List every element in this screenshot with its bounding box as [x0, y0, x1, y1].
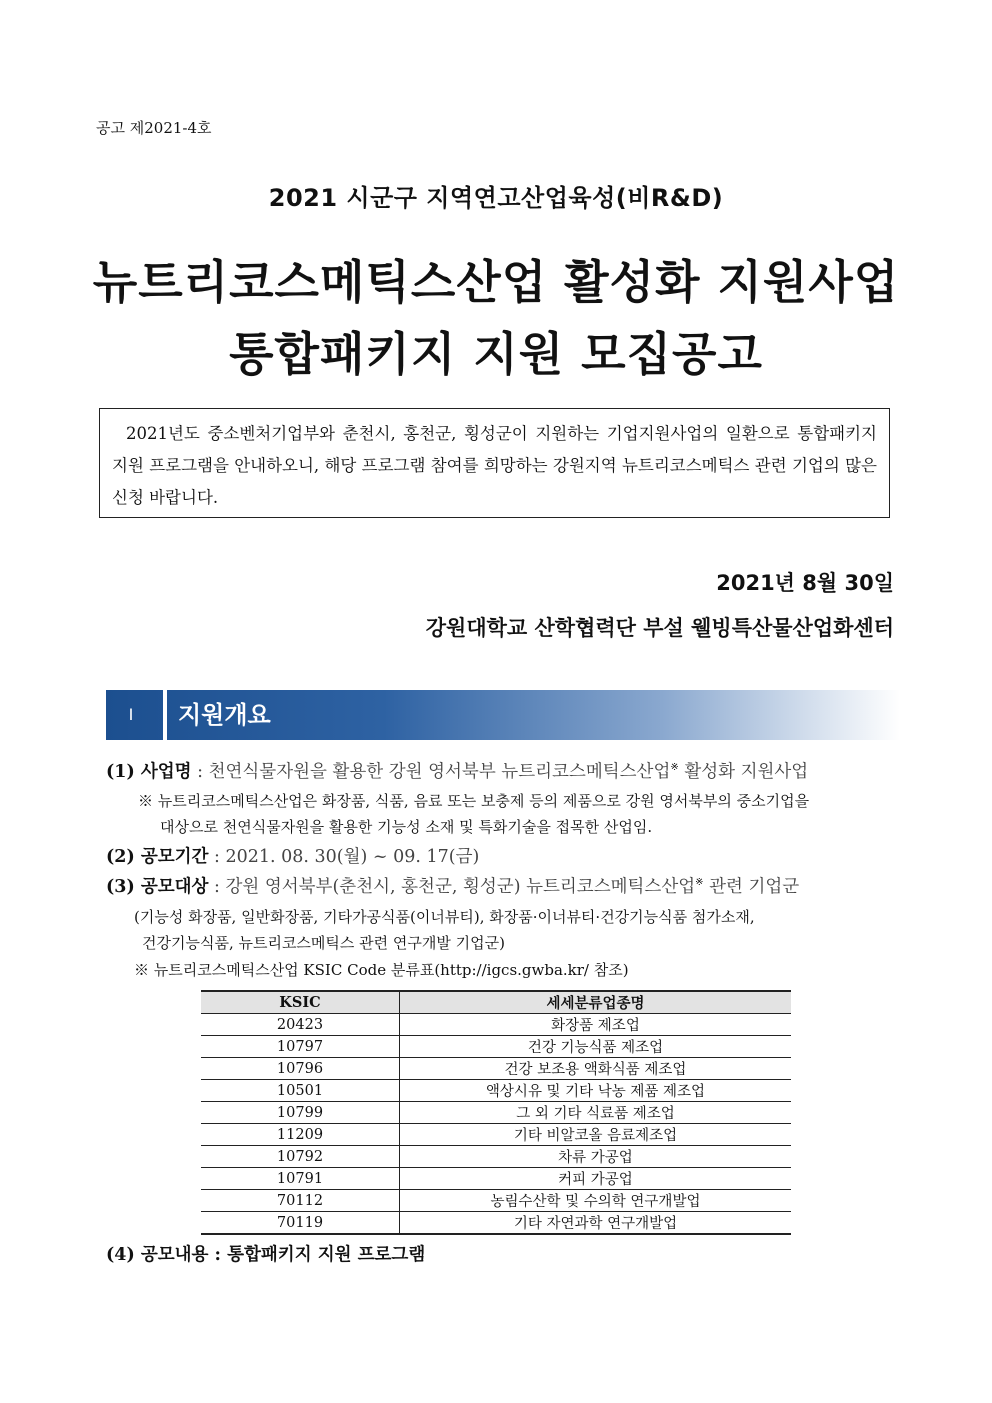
industry-name: 화장품 제조업: [400, 1014, 792, 1036]
ksic-code: 10792: [201, 1146, 400, 1168]
ksic-code: 10797: [201, 1036, 400, 1058]
announcement-date: 2021년 8월 30일: [716, 571, 894, 595]
industry-name: 농림수산학 및 수의학 연구개발업: [400, 1190, 792, 1212]
section-divider: [163, 690, 167, 740]
item3-detail-line1: (기능성 화장품, 일반화장품, 기타가공식품(이너뷰티), 화장품·이너뷰티·건강기능식품 첨가소재,: [134, 908, 755, 926]
item-application-target: [106, 873, 799, 898]
ksic-table: [201, 990, 791, 1235]
document-subtitle: 2021 시군구 지역연고산업육성(비R&D): [268, 184, 724, 212]
item3-note: ※ 뉴트리코스메틱스산업 KSIC Code 분류표(http://igcs.gwba.kr/ 참조): [134, 961, 629, 979]
item3-text: : 강원 영서북부(춘천시, 홍천군, 횡성군) 뉴트리코스메틱스산업: [208, 877, 696, 897]
industry-name: 건강 보조용 액화식품 제조업: [400, 1058, 792, 1080]
table-row: [201, 1168, 791, 1190]
table-header-row: [201, 991, 791, 1014]
table-row: [201, 1146, 791, 1168]
document-title-line1: 뉴트리코스메틱스산업 활성화 지원사업: [92, 255, 900, 309]
industry-name: 기타 비알코올 음료제조업: [400, 1124, 792, 1146]
industry-name: 커피 가공업: [400, 1168, 792, 1190]
item3-mark: ※: [695, 877, 704, 889]
industry-name: 건강 기능식품 제조업: [400, 1036, 792, 1058]
item2-text: : 2021. 08. 30(월) ~ 09. 17(금): [208, 847, 480, 867]
document-title-line2: 통합패키지 지원 모집공고: [229, 327, 763, 381]
table-row: [201, 1014, 791, 1036]
item2-label: (2) 공모기간: [106, 847, 209, 867]
table-row: [201, 1212, 791, 1235]
item3-detail-line2: 건강기능식품, 뉴트리코스메틱스 관련 연구개발 기업군): [142, 934, 505, 952]
column-header-ksic: KSIC: [201, 991, 400, 1014]
item1-text-after: 활성화 지원사업: [678, 762, 809, 782]
ksic-code: 11209: [201, 1124, 400, 1146]
intro-box: [99, 408, 890, 518]
item-business-name: [106, 758, 808, 783]
column-header-industry: 세세분류업종명: [400, 991, 792, 1014]
item-application-period: [106, 843, 479, 868]
item1-mark: ※: [670, 762, 679, 774]
section-header: [106, 690, 900, 740]
ksic-code: 10791: [201, 1168, 400, 1190]
item-application-content: (4) 공모내용 : 통합패키지 지원 프로그램: [106, 1245, 426, 1265]
item3-label: (3) 공모대상: [106, 877, 209, 897]
table-row: [201, 1036, 791, 1058]
notice-number: 공고 제2021-4호: [96, 119, 212, 137]
item3-text-after: 관련 기업군: [703, 877, 800, 897]
industry-name: 그 외 기타 식료품 제조업: [400, 1102, 792, 1124]
table-row: [201, 1190, 791, 1212]
item1-label: (1) 사업명: [106, 762, 192, 782]
ksic-code: 10501: [201, 1080, 400, 1102]
section-title: 지원개요: [178, 701, 271, 729]
ksic-code: 70112: [201, 1190, 400, 1212]
industry-name: 액상시유 및 기타 낙농 제품 제조업: [400, 1080, 792, 1102]
table-row: [201, 1080, 791, 1102]
table-row: [201, 1124, 791, 1146]
intro-text: 2021년도 중소벤처기업부와 춘천시, 홍천군, 횡성군이 지원하는 기업지원사업의 일환으로 통합패키지 지원 프로그램을 안내하오니, 해당 프로그램 참여를 희망하는 강원지역 뉴트리코스메틱스 관련 기업의 많은 신청 바랍니다.: [112, 424, 877, 507]
item1-note-line2: 대상으로 천연식물자원을 활용한 기능성 소재 및 특화기술을 접목한 산업임.: [160, 818, 653, 836]
ksic-code: 20423: [201, 1014, 400, 1036]
section-number: Ⅰ: [128, 705, 134, 724]
ksic-code: 70119: [201, 1212, 400, 1235]
table-row: [201, 1058, 791, 1080]
item1-text: : 천연식물자원을 활용한 강원 영서북부 뉴트리코스메틱스산업: [191, 762, 671, 782]
organization-name: 강원대학교 산학협력단 부설 웰빙특산물산업화센터: [425, 616, 894, 640]
table-row: [201, 1102, 791, 1124]
industry-name: 기타 자연과학 연구개발업: [400, 1212, 792, 1235]
industry-name: 차류 가공업: [400, 1146, 792, 1168]
item1-note-line1: ※ 뉴트리코스메틱스산업은 화장품, 식품, 음료 또는 보충제 등의 제품으로 강원 영서북부의 중소기업을: [138, 792, 810, 810]
ksic-code: 10796: [201, 1058, 400, 1080]
ksic-code: 10799: [201, 1102, 400, 1124]
